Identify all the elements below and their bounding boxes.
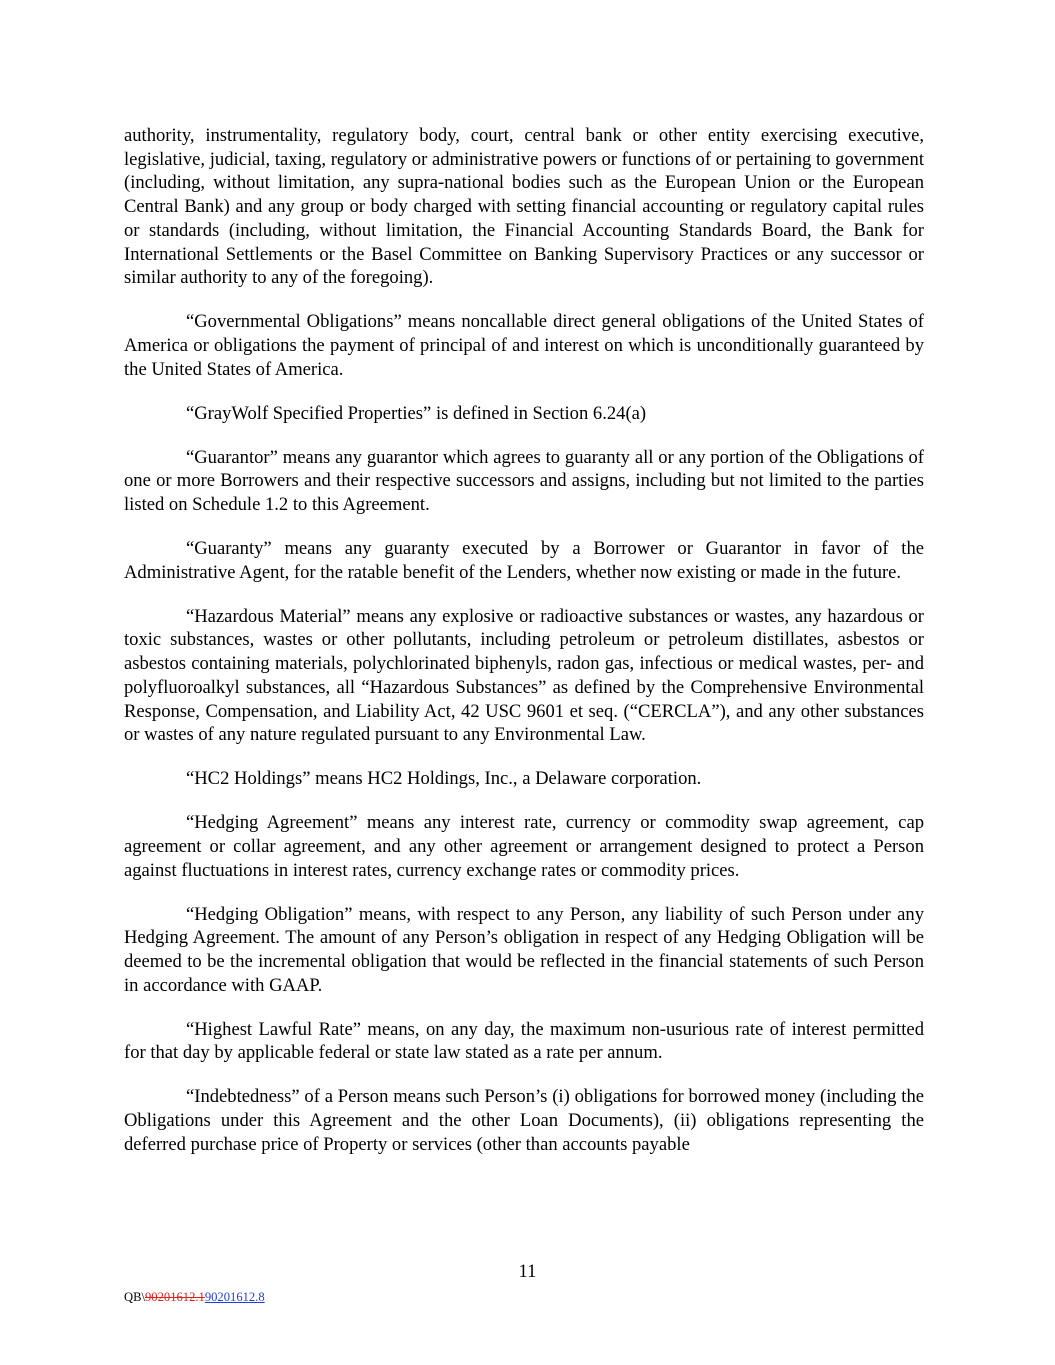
document-id-footer bbox=[124, 1289, 265, 1305]
definition-governmental-obligations: “Governmental Obligations” means noncallable direct general obligations of the United States of America or obligations the payment of principal of and interest on which is unconditionally guaranteed by the United States of America. bbox=[124, 311, 924, 380]
definition-hc2-holdings: “HC2 Holdings” means HC2 Holdings, Inc., a Delaware corporation. bbox=[186, 768, 702, 790]
definition-hedging-agreement: “Hedging Agreement” means any interest rate, currency or commodity swap agreement, cap agreement or collar agreement, and any other agreement or arrangement designed to protect a Person against fluctuations in interest rates, currency exchange rates or commodity prices. bbox=[124, 812, 924, 881]
definition-highest-lawful-rate: “Highest Lawful Rate” means, on any day, the maximum non-usurious rate of interest permitted for that day by applicable federal or state law stated as a rate per annum. bbox=[124, 1018, 924, 1064]
document-id-prefix: QB\ bbox=[124, 1290, 145, 1304]
document-id-deleted: 90201612.1 bbox=[145, 1290, 205, 1304]
definition-guaranty: “Guaranty” means any guaranty executed by a Borrower or Guarantor in favor of the Administrative Agent, for the ratable benefit of the Lenders, whether now existing or made in the future. bbox=[124, 538, 924, 583]
definition-hedging-obligation: “Hedging Obligation” means, with respect to any Person, any liability of such Person under any Hedging Agreement. The amount of any Person’s obligation in respect of any Hedging Obligation will be deemed to be the incremental obligation that would be reflected in the financial statements of such Person in accordance with GAAP. bbox=[124, 903, 924, 996]
definition-hazardous-material: “Hazardous Material” means any explosive or radioactive substances or wastes, any hazardous or toxic substances, wastes or other pollutants, including petroleum or petroleum distillates, asbestos or asbestos containing materials, polychlorinated biphenyls, radon gas, infectious or medical wastes, per- and polyfluoroalkyl substances, all “Hazardous Substances” as defined by the Comprehensive Environmental Response, Compensation, and Liability Act, 42 USC 9601 et seq. (“CERCLA”), and any other substances or wastes of any nature regulated pursuant to any Environmental Law. bbox=[124, 605, 924, 746]
definition-guarantor: “Guarantor” means any guarantor which agrees to guaranty all or any portion of the Obligations of one or more Borrowers and their respective successors and assigns, including but not limited to the parties listed on Schedule 1.2 to this Agreement. bbox=[124, 446, 924, 516]
document-id-inserted[interactable]: 90201612.8 bbox=[204, 1290, 265, 1304]
definition-indebtedness: “Indebtedness” of a Person means such Person’s (i) obligations for borrowed money (including the Obligations under this Agreement and the other Loan Documents), (ii) obligations representing the deferred purchase price of Property or services (other than accounts payable bbox=[124, 1086, 924, 1155]
definition-graywolf-specified-properties: “GrayWolf Specified Properties” is defined in Section 6.24(a) bbox=[186, 402, 647, 424]
document-body bbox=[124, 124, 924, 1177]
page-number: 11 bbox=[518, 1261, 537, 1282]
paragraph-authority-continuation: authority, instrumentality, regulatory body, court, central bank or other entity exercising executive, legislative, judicial, taxing, regulatory or administrative powers or functions of or pertaining to government (including, without limitation, any supra-national bodies such as the European Union or the European Central Bank) and any group or body charged with setting financial accounting or regulatory capital rules or standards (including, without limitation, the Financial Accounting Standards Board, the Bank for International Settlements or the Basel Committee on Banking Supervisory Practices or any successor or similar authority to any of the foregoing). bbox=[124, 125, 924, 289]
